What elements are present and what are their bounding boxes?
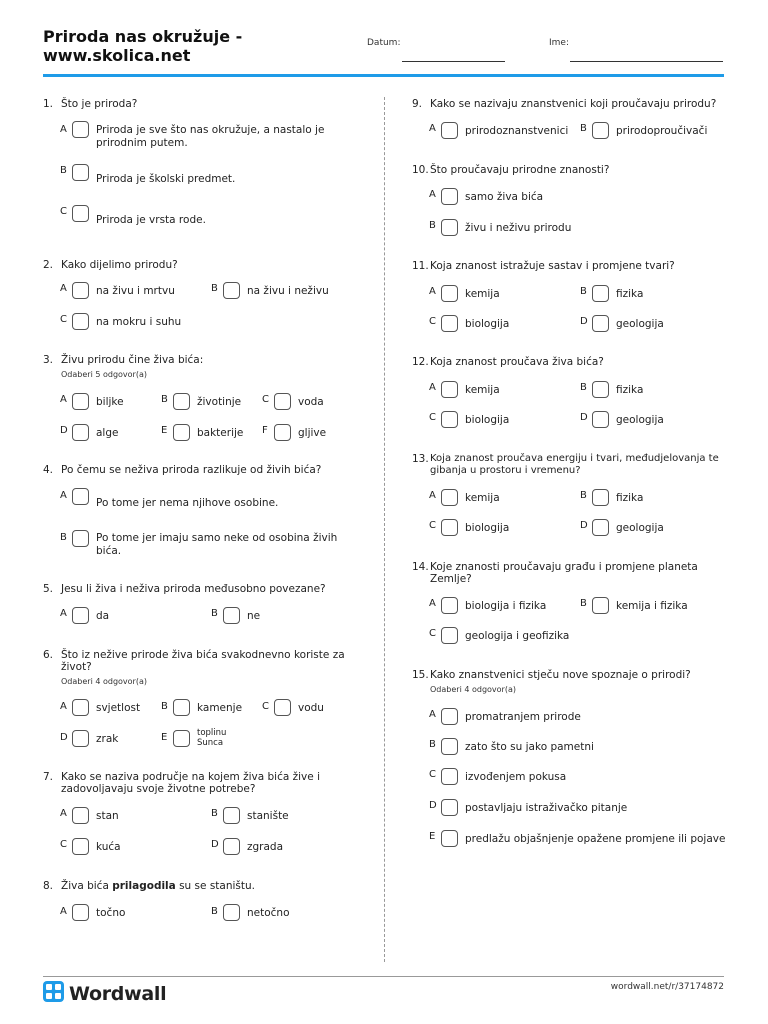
question-number: 1.: [43, 98, 54, 110]
option-text: geologija: [616, 522, 664, 534]
option-letter: A: [60, 394, 67, 405]
option-letter: A: [60, 490, 67, 501]
option-letter: A: [60, 701, 67, 712]
wordwall-logo-text: Wordwall: [69, 982, 167, 1005]
answer-checkbox[interactable]: [72, 530, 89, 547]
question-number: 14.: [412, 561, 429, 573]
option-letter: B: [580, 123, 587, 134]
option-text: fizika: [616, 288, 644, 300]
option-text: kemija i fizika: [616, 600, 688, 612]
option-letter: A: [429, 598, 436, 609]
title-line-2: www.skolica.net: [43, 46, 191, 65]
option-letter: E: [161, 425, 168, 436]
option-text: prirodoproučivači: [616, 125, 708, 137]
option-text: toplinu Sunca: [197, 728, 227, 748]
option-text: da: [96, 610, 110, 622]
option-letter: D: [580, 316, 588, 327]
answer-checkbox[interactable]: [441, 830, 458, 847]
name-field[interactable]: [570, 61, 723, 62]
question-instruction: Odaberi 4 odgovor(a): [430, 685, 516, 694]
question-number: 10.: [412, 164, 429, 176]
option-letter: B: [161, 701, 168, 712]
question-number: 13.: [412, 453, 429, 465]
option-letter: D: [211, 839, 219, 850]
option-text: biologija i fizika: [465, 600, 547, 612]
title-line-1: Priroda nas okružuje -: [43, 27, 243, 46]
option-text: kamenje: [197, 702, 243, 714]
answer-checkbox[interactable]: [72, 807, 89, 824]
option-text: predlažu objašnjenje opažene promjene ili pojave: [465, 833, 726, 845]
answer-checkbox[interactable]: [72, 607, 89, 624]
option-text: stan: [96, 810, 119, 822]
answer-checkbox[interactable]: [72, 164, 89, 181]
option-text: izvođenjem pokusa: [465, 771, 567, 783]
option-text: samo živa bića: [465, 191, 544, 203]
name-label: Ime:: [549, 38, 569, 48]
answer-checkbox[interactable]: [441, 768, 458, 785]
question-text: Jesu li živa i neživa priroda međusobno povezane?: [61, 583, 326, 595]
option-text: na mokru i suhu: [96, 316, 182, 328]
answer-checkbox[interactable]: [274, 699, 291, 716]
option-letter: B: [211, 808, 218, 819]
option-letter: E: [161, 732, 168, 743]
option-letter: A: [429, 189, 436, 200]
question-text: Po čemu se neživa priroda razlikuje od živih bića?: [61, 464, 322, 476]
answer-checkbox[interactable]: [72, 730, 89, 747]
answer-checkbox[interactable]: [72, 121, 89, 138]
option-text: životinje: [197, 396, 242, 408]
answer-checkbox[interactable]: [72, 904, 89, 921]
answer-checkbox[interactable]: [223, 904, 240, 921]
option-text: Priroda je sve što nas okružuje, a nastalo je prirodnim putem.: [96, 124, 325, 149]
option-text: bakterije: [197, 427, 244, 439]
option-letter: A: [60, 808, 67, 819]
answer-checkbox[interactable]: [72, 699, 89, 716]
answer-checkbox[interactable]: [441, 627, 458, 644]
option-text: promatranjem prirode: [465, 711, 581, 723]
option-text: geologija: [616, 414, 664, 426]
option-letter: B: [161, 394, 168, 405]
option-text: stanište: [247, 810, 289, 822]
option-text: ne: [247, 610, 261, 622]
option-letter: A: [429, 123, 436, 134]
option-letter: B: [211, 906, 218, 917]
option-letter: B: [211, 608, 218, 619]
question-text: Kako se nazivaju znanstvenici koji proučavaju prirodu?: [430, 98, 717, 110]
option-letter: C: [60, 839, 67, 850]
answer-checkbox[interactable]: [592, 122, 609, 139]
option-letter: D: [429, 800, 437, 811]
question-text: Koja znanost proučava živa bića?: [430, 356, 604, 368]
question-number: 7.: [43, 771, 54, 783]
option-text: Po tome jer nema njihove osobine.: [96, 497, 279, 509]
option-letter: B: [60, 532, 67, 543]
wordwall-logo-icon: [43, 981, 64, 1006]
question-number: 3.: [43, 354, 54, 366]
answer-checkbox[interactable]: [223, 838, 240, 855]
option-letter: D: [60, 425, 68, 436]
answer-checkbox[interactable]: [441, 597, 458, 614]
option-letter: A: [60, 906, 67, 917]
option-text: živu i neživu prirodu: [465, 222, 572, 234]
answer-checkbox[interactable]: [274, 424, 291, 441]
option-text: geologija i geofizika: [465, 630, 570, 642]
option-letter: C: [60, 314, 67, 325]
question-text-before: Živa bića: [61, 880, 113, 892]
option-letter: A: [429, 709, 436, 720]
option-text: zrak: [96, 733, 119, 745]
answer-checkbox[interactable]: [441, 799, 458, 816]
option-letter: A: [60, 283, 67, 294]
answer-checkbox[interactable]: [72, 282, 89, 299]
option-letter: C: [262, 394, 269, 405]
question-text: [61, 880, 255, 892]
option-text: fizika: [616, 384, 644, 396]
question-instruction: Odaberi 4 odgovor(a): [61, 677, 147, 686]
question-text: Kako dijelimo prirodu?: [61, 259, 178, 271]
answer-checkbox[interactable]: [592, 597, 609, 614]
question-number: 12.: [412, 356, 429, 368]
question-number: 8.: [43, 880, 54, 892]
answer-checkbox[interactable]: [173, 393, 190, 410]
question-text-after: su se staništu.: [175, 880, 255, 892]
option-text: prirodoznanstvenici: [465, 125, 569, 137]
header-divider: [43, 74, 724, 77]
answer-checkbox[interactable]: [274, 393, 291, 410]
option-text: na živu i mrtvu: [96, 285, 175, 297]
question-text: Živu prirodu čine živa bića:: [61, 354, 204, 366]
option-text: kemija: [465, 384, 500, 396]
answer-checkbox[interactable]: [441, 411, 458, 428]
option-text: geologija: [616, 318, 664, 330]
option-text: gljive: [298, 427, 327, 439]
option-letter: D: [60, 732, 68, 743]
option-text: netočno: [247, 907, 290, 919]
option-letter: B: [580, 286, 587, 297]
answer-checkbox[interactable]: [223, 282, 240, 299]
answer-checkbox[interactable]: [173, 730, 190, 747]
answer-checkbox[interactable]: [223, 807, 240, 824]
footer-url[interactable]: wordwall.net/r/37174872: [610, 982, 724, 992]
answer-checkbox[interactable]: [592, 411, 609, 428]
answer-checkbox[interactable]: [72, 205, 89, 222]
option-text: fizika: [616, 492, 644, 504]
question-number: 6.: [43, 649, 54, 661]
option-letter: F: [262, 425, 268, 436]
option-text: Po tome jer imaju samo neke od osobina živih bića.: [96, 532, 338, 557]
answer-checkbox[interactable]: [173, 424, 190, 441]
option-letter: B: [580, 382, 587, 393]
question-number: 5.: [43, 583, 54, 595]
page-title: [43, 27, 242, 65]
wordwall-logo: [43, 981, 166, 1006]
question-text: Što proučavaju prirodne znanosti?: [430, 164, 610, 176]
option-letter: D: [580, 412, 588, 423]
answer-checkbox[interactable]: [441, 738, 458, 755]
option-letter: B: [60, 165, 67, 176]
option-letter: C: [429, 769, 436, 780]
question-text: Koje znanosti proučavaju građu i promjene planeta Zemlje?: [430, 561, 698, 585]
question-text: Što iz nežive prirode živa bića svakodnevno koriste za život?: [61, 649, 345, 673]
answer-checkbox[interactable]: [592, 315, 609, 332]
answer-checkbox[interactable]: [441, 219, 458, 236]
answer-checkbox[interactable]: [173, 699, 190, 716]
option-text: Priroda je vrsta rode.: [96, 214, 206, 226]
option-text: biljke: [96, 396, 124, 408]
date-field[interactable]: [402, 61, 505, 62]
answer-checkbox[interactable]: [72, 488, 89, 505]
date-label: Datum:: [367, 38, 401, 48]
option-letter: A: [60, 608, 67, 619]
answer-checkbox[interactable]: [441, 381, 458, 398]
footer-divider: [43, 976, 724, 977]
answer-checkbox[interactable]: [72, 393, 89, 410]
question-instruction: Odaberi 5 odgovor(a): [61, 370, 147, 379]
option-text: zgrada: [247, 841, 284, 853]
option-text: svjetlost: [96, 702, 141, 714]
question-text: Kako znanstvenici stječu nove spoznaje o prirodi?: [430, 669, 691, 681]
answer-checkbox[interactable]: [441, 708, 458, 725]
question-number: 9.: [412, 98, 423, 110]
question-text: Kako se naziva područje na kojem živa bića žive i zadovoljavaju svoje životne potrebe?: [61, 771, 320, 795]
answer-checkbox[interactable]: [441, 285, 458, 302]
option-letter: A: [429, 382, 436, 393]
answer-checkbox[interactable]: [592, 381, 609, 398]
question-text: Što je priroda?: [61, 98, 138, 110]
option-letter: B: [429, 220, 436, 231]
option-letter: B: [211, 283, 218, 294]
option-text: vodu: [298, 702, 324, 714]
option-text: biologija: [465, 318, 510, 330]
answer-checkbox[interactable]: [441, 489, 458, 506]
option-text: kuća: [96, 841, 121, 853]
question-number: 2.: [43, 259, 54, 271]
answer-checkbox[interactable]: [72, 838, 89, 855]
option-text: Priroda je školski predmet.: [96, 173, 236, 185]
option-letter: C: [262, 701, 269, 712]
answer-checkbox[interactable]: [592, 519, 609, 536]
answer-checkbox[interactable]: [441, 122, 458, 139]
option-text: biologija: [465, 522, 510, 534]
answer-checkbox[interactable]: [592, 489, 609, 506]
option-letter: C: [60, 206, 67, 217]
answer-checkbox[interactable]: [441, 188, 458, 205]
answer-checkbox[interactable]: [72, 313, 89, 330]
option-letter: A: [429, 286, 436, 297]
option-text: točno: [96, 907, 126, 919]
question-text: Koja znanost istražuje sastav i promjene tvari?: [430, 260, 675, 272]
option-text: biologija: [465, 414, 510, 426]
column-divider: [384, 97, 385, 962]
option-text: zato što su jako pametni: [465, 741, 594, 753]
answer-checkbox[interactable]: [592, 285, 609, 302]
question-number: 4.: [43, 464, 54, 476]
question-number: 15.: [412, 669, 429, 681]
option-text: na živu i neživu: [247, 285, 329, 297]
option-letter: B: [429, 739, 436, 750]
option-letter: C: [429, 628, 436, 639]
answer-checkbox[interactable]: [441, 315, 458, 332]
option-text: kemija: [465, 492, 500, 504]
option-letter: D: [580, 520, 588, 531]
option-letter: C: [429, 520, 436, 531]
option-letter: B: [580, 598, 587, 609]
answer-checkbox[interactable]: [223, 607, 240, 624]
option-letter: C: [429, 412, 436, 423]
option-letter: A: [60, 124, 67, 135]
option-letter: B: [580, 490, 587, 501]
question-text: Koja znanost proučava energiju i tvari, međudjelovanja te gibanja u prostoru i vremenu?: [430, 453, 719, 476]
question-number: 11.: [412, 260, 429, 272]
answer-checkbox[interactable]: [72, 424, 89, 441]
option-text: voda: [298, 396, 324, 408]
answer-checkbox[interactable]: [441, 519, 458, 536]
option-text: postavljaju istraživačko pitanje: [465, 802, 628, 814]
option-letter: A: [429, 490, 436, 501]
option-letter: C: [429, 316, 436, 327]
option-text: alge: [96, 427, 119, 439]
option-letter: E: [429, 831, 436, 842]
highlighted-word: prilagodila: [112, 880, 176, 892]
option-text: kemija: [465, 288, 500, 300]
